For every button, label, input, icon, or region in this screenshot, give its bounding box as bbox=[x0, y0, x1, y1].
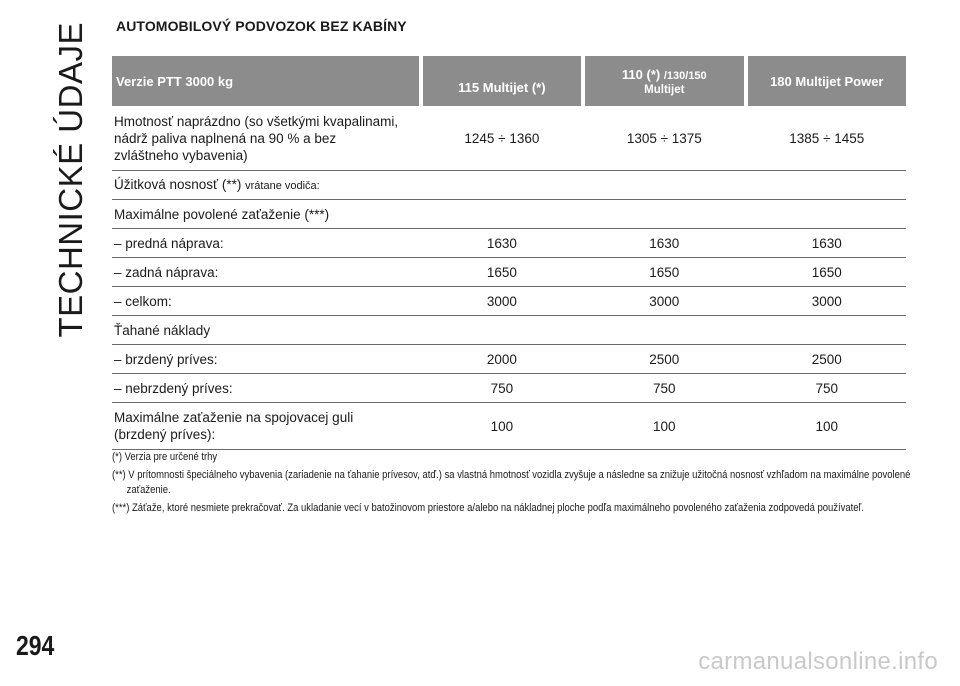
row-label: – brzdený príves: bbox=[112, 345, 419, 374]
row-label bbox=[112, 403, 419, 450]
row-value: 1650 bbox=[423, 258, 581, 287]
row-value: 2500 bbox=[585, 345, 743, 374]
table-row bbox=[112, 229, 906, 258]
row-value bbox=[748, 316, 906, 345]
row-label-line: nádrž paliva naplnená na 90 % a bez bbox=[114, 130, 337, 146]
row-label-line: Hmotnosť naprázdno (so všetkými kvapalinami, bbox=[114, 113, 399, 129]
table-row bbox=[112, 403, 906, 450]
header-col-2-line-1a: 110 (*) bbox=[621, 66, 664, 82]
row-value bbox=[423, 200, 581, 229]
table-row bbox=[112, 171, 906, 200]
row-label-main: Úžitková nosnosť (**) bbox=[114, 176, 246, 192]
row-value bbox=[423, 316, 581, 345]
row-label-line: zvláštneho vybavenia) bbox=[114, 147, 248, 163]
row-value: 100 bbox=[423, 403, 581, 450]
row-value: 3000 bbox=[748, 287, 906, 316]
table-row bbox=[112, 345, 906, 374]
footnote: (*) Verzia pre určené trhy bbox=[112, 451, 218, 463]
row-value bbox=[748, 200, 906, 229]
row-value: 100 bbox=[585, 403, 743, 450]
footnotes bbox=[112, 450, 912, 519]
header-label: Verzie PTT 3000 kg bbox=[112, 56, 419, 106]
row-value bbox=[423, 171, 581, 200]
row-label-small: vrátane vodiča: bbox=[245, 179, 320, 192]
row-label: Maximálne povolené zaťaženie (***) bbox=[112, 200, 419, 229]
header-col-3: 180 Multijet Power bbox=[748, 56, 906, 106]
row-value: 1650 bbox=[748, 258, 906, 287]
row-value: 1305 ÷ 1375 bbox=[585, 106, 743, 171]
table-row bbox=[112, 258, 906, 287]
sidebar bbox=[40, 22, 90, 442]
row-value bbox=[748, 171, 906, 200]
row-value: 2500 bbox=[748, 345, 906, 374]
table-row bbox=[112, 287, 906, 316]
row-label: – nebrzdený príves: bbox=[112, 374, 419, 403]
row-value: 100 bbox=[748, 403, 906, 450]
row-value: 3000 bbox=[585, 287, 743, 316]
header-col-2-line-1 bbox=[585, 67, 743, 82]
row-label bbox=[112, 171, 419, 200]
header-col-2 bbox=[585, 56, 743, 106]
table-row bbox=[112, 316, 906, 345]
row-label: – celkom: bbox=[112, 287, 419, 316]
row-label: – predná náprava: bbox=[112, 229, 419, 258]
row-label: – zadná náprava: bbox=[112, 258, 419, 287]
header-col-1-text: 115 Multijet (*) bbox=[458, 79, 546, 95]
header-col-2-line-1b: /130/150 bbox=[663, 69, 707, 82]
row-value bbox=[585, 316, 743, 345]
footnote: (**) V prítomnosti špeciálneho vybavenia (zariadenie na ťahanie prívesov, atď.) sa vlastná hmotnosť vozidla zvyšuje a následne sa znižuje užitočná nosnosť vzhľadom na maximálne povolené zaťaženie. bbox=[112, 469, 911, 496]
header-col-2-line-2: Multijet bbox=[644, 83, 685, 96]
row-value: 750 bbox=[585, 374, 743, 403]
row-value: 1245 ÷ 1360 bbox=[423, 106, 581, 171]
row-value: 1630 bbox=[423, 229, 581, 258]
section-title: AUTOMOBILOVÝ PODVOZOK BEZ KABÍNY bbox=[116, 18, 407, 34]
table-row bbox=[112, 106, 906, 171]
header-col-1 bbox=[423, 56, 581, 106]
page-number: 294 bbox=[16, 630, 55, 661]
watermark: carmanualsonline.info bbox=[698, 648, 938, 675]
chapter-title: TECHNICKÉ ÚDAJE bbox=[52, 22, 89, 338]
row-value: 750 bbox=[748, 374, 906, 403]
table-row bbox=[112, 200, 906, 229]
table-header-row bbox=[112, 56, 906, 106]
row-label-line: (brzdený príves): bbox=[114, 427, 216, 442]
row-value: 750 bbox=[423, 374, 581, 403]
row-value bbox=[585, 200, 743, 229]
row-value: 1650 bbox=[585, 258, 743, 287]
row-value bbox=[585, 171, 743, 200]
row-value: 1385 ÷ 1455 bbox=[748, 106, 906, 171]
row-value: 3000 bbox=[423, 287, 581, 316]
row-label: Ťahané náklady bbox=[112, 316, 419, 345]
row-label bbox=[112, 106, 419, 171]
row-value: 1630 bbox=[748, 229, 906, 258]
table-row bbox=[112, 374, 906, 403]
row-label-line: Maximálne zaťaženie na spojovacej guli bbox=[114, 410, 354, 425]
footnote: (***) Záťaže, ktoré nesmiete prekračovať. Za ukladanie vecí v batožinovom priestore a/alebo na nákladnej ploche podľa maximálneho povoleného zaťaženia zodpovedá používateľ. bbox=[112, 502, 864, 514]
row-value: 1630 bbox=[585, 229, 743, 258]
row-value: 2000 bbox=[423, 345, 581, 374]
spec-table bbox=[112, 56, 906, 450]
